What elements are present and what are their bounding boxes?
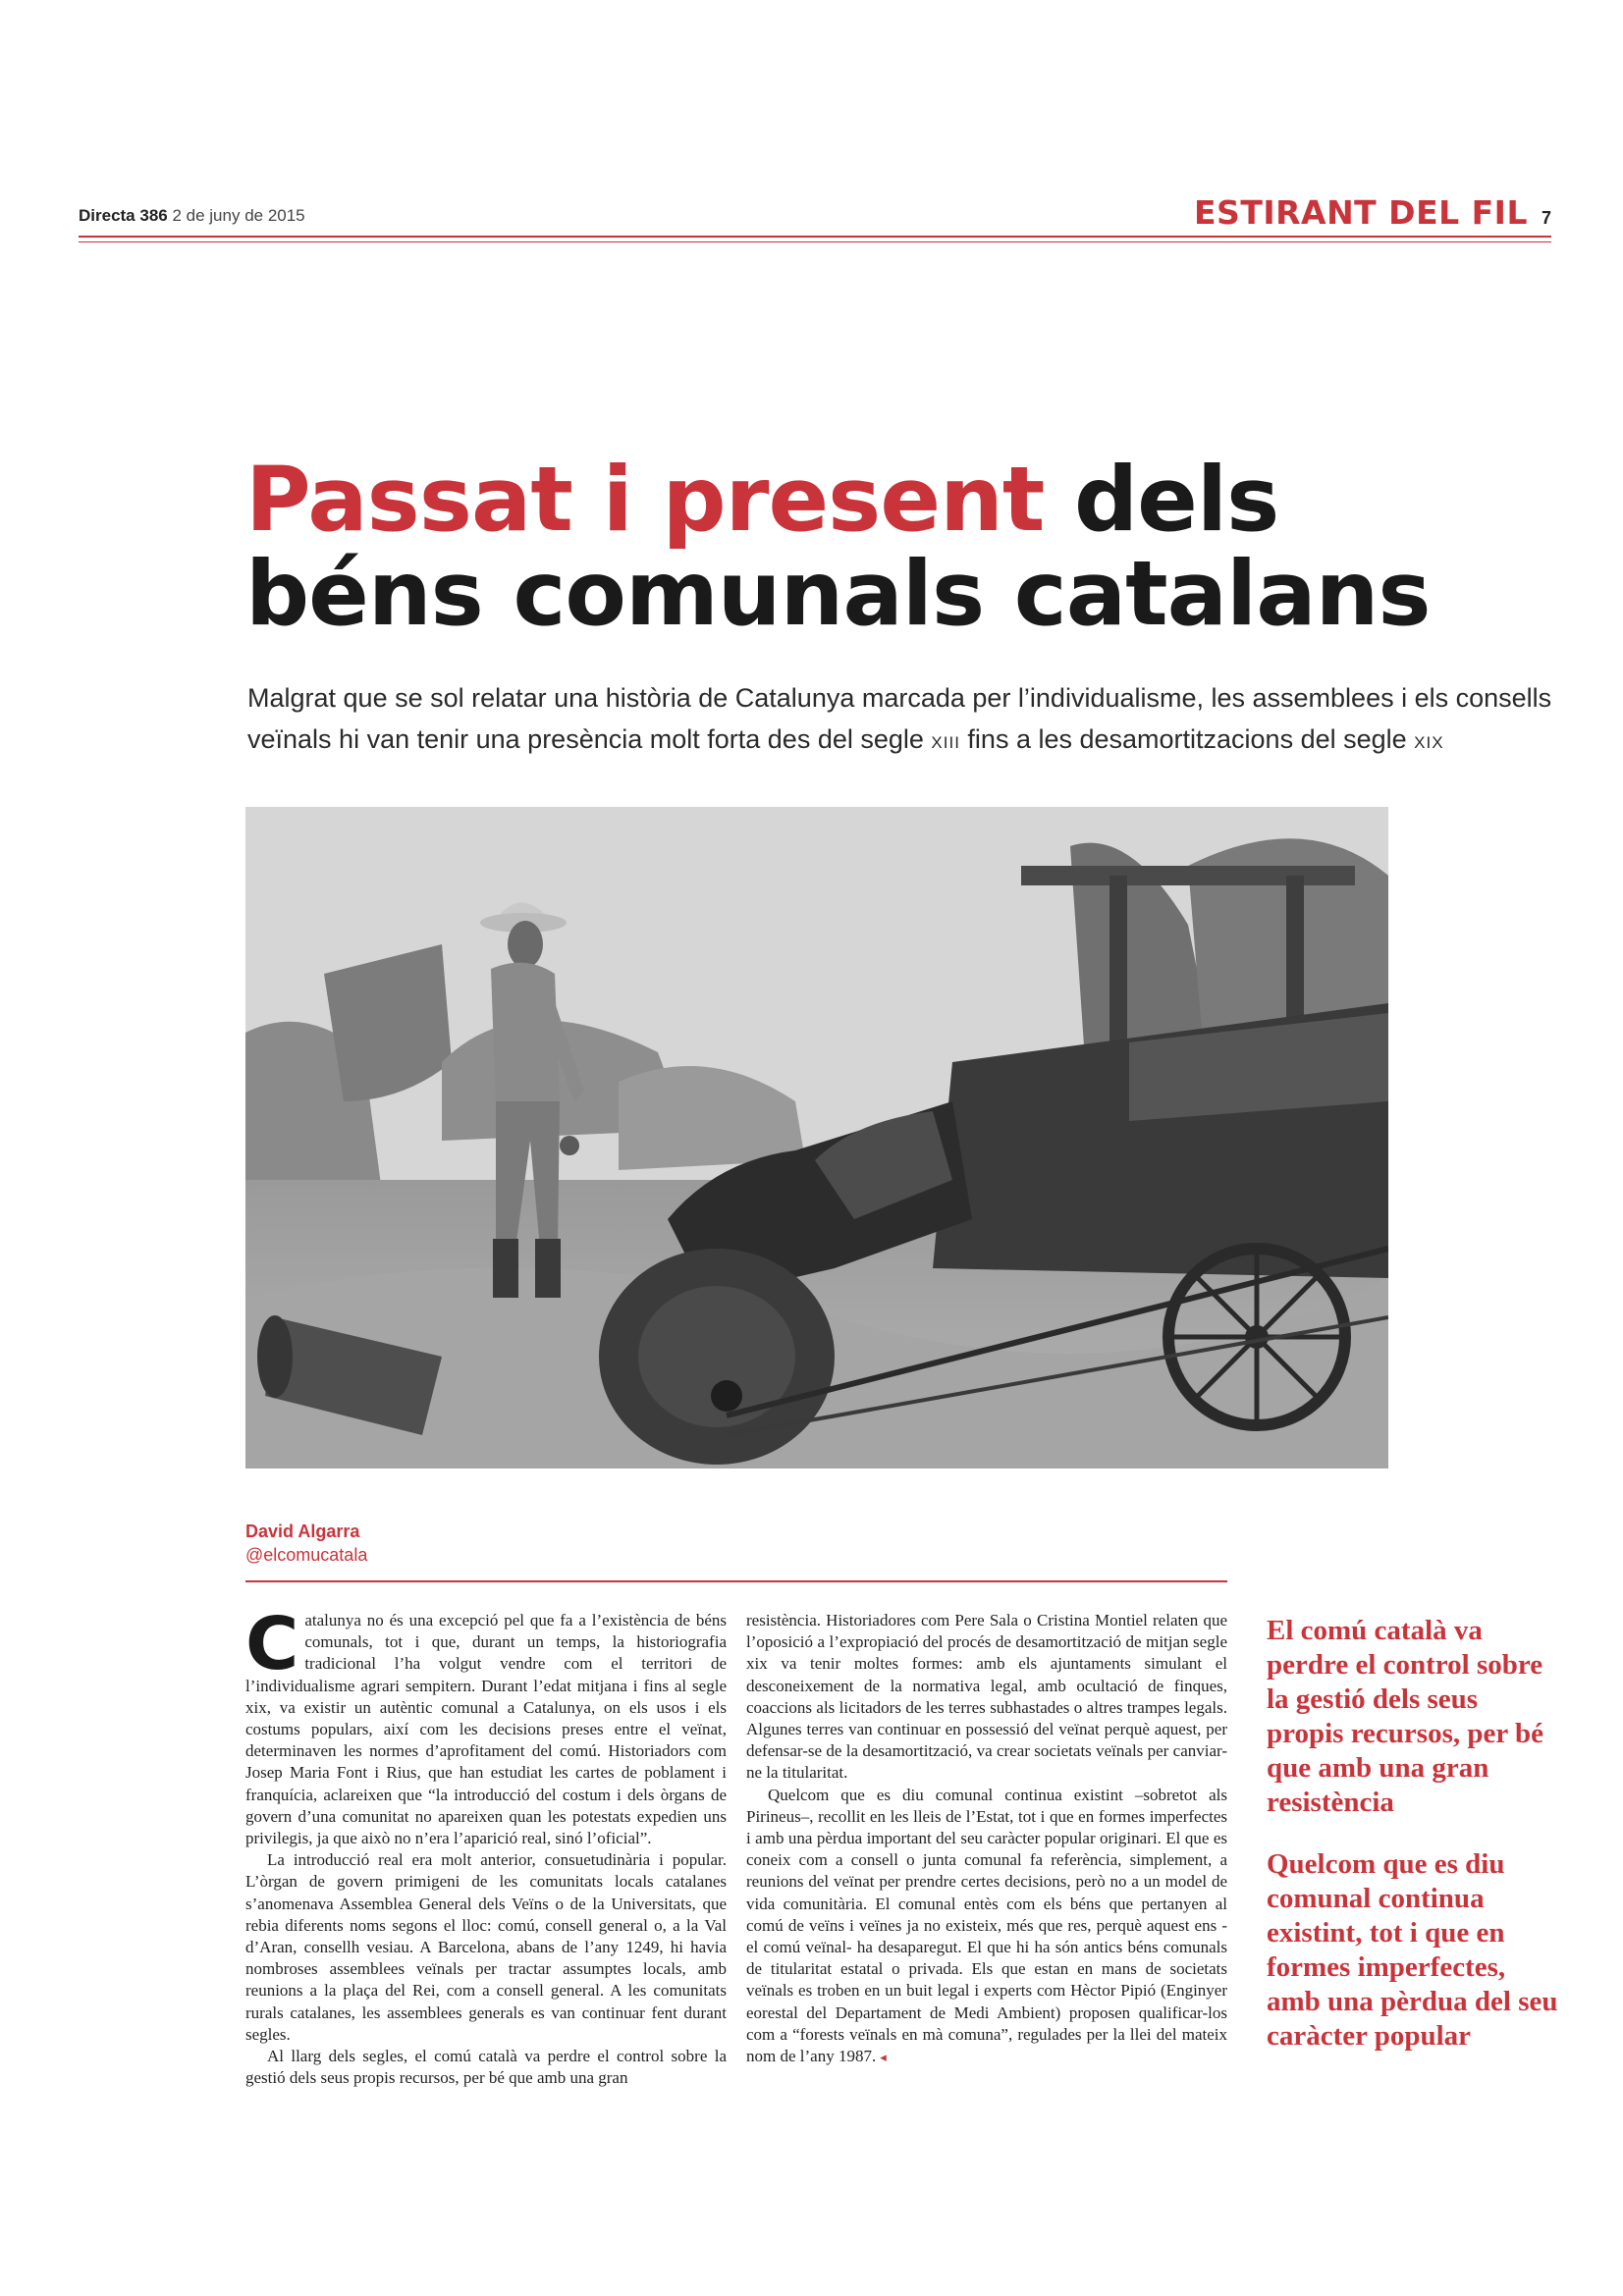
- author-name: David Algarra: [245, 1522, 360, 1541]
- century-13: XIII: [931, 733, 960, 752]
- title-line-2: béns comunals catalans: [245, 543, 1431, 646]
- standfirst-part-2: fins a les desamortitzacions del segle: [959, 724, 1415, 754]
- standfirst-part-1: Malgrat que se sol relatar una història de Catalunya marcada per l’individualisme, les assemblees i els consells veïnals hi van tenir una presència molt forta des del segle: [247, 683, 1552, 754]
- threshing-photo-illustration: [245, 807, 1388, 1468]
- paragraph: Al llarg dels segles, el comú català va perdre el control sobre la gestió dels seus propis recursos, per bé que amb una gran: [245, 2047, 727, 2088]
- publication-name: Directa 386: [79, 206, 168, 225]
- paragraph: La introducció real era molt anterior, consuetudinària i popular. L’òrgan de govern primigeni de les comunitats locals catalanes s’anomenava Assemblea General dels Veïns o de la Universitats, que rebia diferents noms segons el lloc: comú, consell general o, a la Val d’Aran, consellh vesiau. A Barcelona, abans de l’any 1249, hi havia nombroses assemblees veïnals per tractar assumptes locals, amb reunions a la plaça del Rei, com a consell general. A les comunitats rurals catalanes, les assemblees generals es van continuar fent durant segles.: [245, 1850, 727, 2044]
- page-number: 7: [1541, 208, 1551, 228]
- body-column-2: [746, 1610, 1227, 2068]
- paragraph: [746, 1785, 1227, 2069]
- title-highlight: Passat i present: [245, 449, 1045, 552]
- paragraph: [245, 1602, 727, 1849]
- paragraph-text: Quelcom que es diu comunal continua existint –sobretot als Pirineus–, recollit en les lleis de l’Estat, tot i que en formes imperfectes i amb una pèrdua important del seu caràcter popular originari. El que es coneix com a consell o junta comunal fa referència, simplement, a reunions del veïnat per prendre certes decisions, però no a un model de vida comunitària. El comunal entès com els béns que pertanyen al comú de veïns i veïnes ja no existeix, més que res, perquè aquest ens -el comú veïnal- ha desaparegut. El que hi ha són antics béns comunals de titularitat estatal o privada. Els que estan en mans de societats veïnals es troben en un buit legal i experts com Hèctor Pipió (Enginyer eorestal del Departament de Medi Ambient) proposen qualificar-los com a “forests veïnals en mà comuna”, regulades per la llei del mateix nom de l’any 1987.: [746, 1785, 1227, 2066]
- section-title: ESTIRANT DEL FIL: [1194, 193, 1528, 232]
- article-title: [245, 449, 1551, 646]
- body-column-1: [245, 1602, 727, 2089]
- page-header: [79, 193, 1551, 236]
- standfirst: [247, 677, 1553, 764]
- pull-quote-2: Quelcom que es diu comunal continua existint, tot i que en formes imperfectes, amb una pèrdua del seu caràcter popular: [1267, 1848, 1558, 2052]
- century-19: XIX: [1414, 733, 1444, 752]
- title-rest: dels: [1044, 449, 1279, 552]
- header-rule-thin: [79, 241, 1551, 242]
- issue-date: 2 de juny de 2015: [172, 206, 305, 225]
- paragraph: resistència. Historiadores com Pere Sala o Cristina Montiel relaten que l’oposició a l’expropiació del procés de desamortització de mitjan segle xix va tenir moltes formes: amb els ajuntaments simulant el desconeixement de la normativa legal, amb ocultació de finques, coaccions als licitadors de les terres subhastades o altres trampes legals. Algunes terres van continuar en possessió del veïnat perquè aquest, per defensar-se de la desamortització, va crear societats veïnals per canviar-ne la titularitat.: [746, 1611, 1227, 1783]
- author-handle[interactable]: @elcomucatala: [245, 1545, 368, 1565]
- issue-info: [79, 206, 305, 226]
- pull-quote-1: El comú català va perdre el control sobre la gestió dels seus propis recursos, per bé que amb una gran resistència: [1267, 1615, 1543, 1818]
- drop-cap: C: [245, 1602, 299, 1686]
- paragraph-text: atalunya no és una excepció pel que fa a l’existència de béns comunals, tot i que, durant un temps, la historiografia tradicional l’ha volgut vendre com el territori de l’individualisme agrari sempitern. Durant l’edat mitjana i fins al segle xix, va existir un autèntic comunal a Catalunya, on els usos i els costums populars, així com les decisions preses entre el veïnat, determinaven les normes d’aprofitament del comú. Historiadors com Josep Maria Font i Rius, que han estudiat les cartes de poblament i franquícia, aclareixen que “la introducció del costum i dels òrgans de govern d’una comunitat no apareixen quan les potestats expedien uns privilegis, ja que això no n’era l’aparició real, sinó l’oficial”.: [245, 1611, 727, 1848]
- article-photo: [245, 807, 1388, 1468]
- end-mark-icon: ◂: [880, 2050, 887, 2065]
- header-rule: [79, 236, 1551, 238]
- byline: [245, 1520, 367, 1567]
- byline-rule: [245, 1580, 1227, 1582]
- section-info: [1194, 193, 1551, 232]
